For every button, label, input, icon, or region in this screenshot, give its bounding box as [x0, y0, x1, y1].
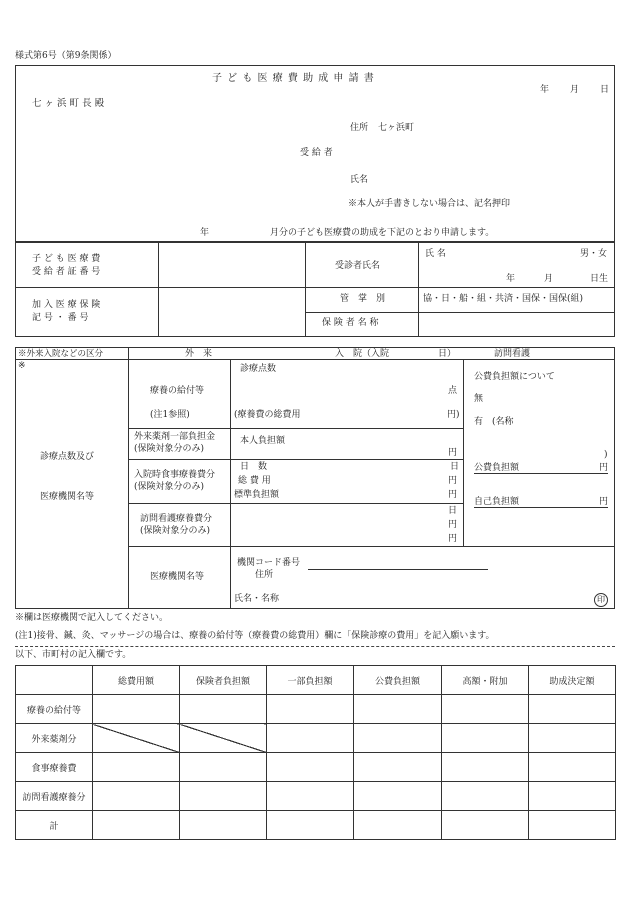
- rule: [128, 428, 463, 429]
- table-cell[interactable]: [267, 753, 354, 782]
- medical-mark: ※: [18, 361, 26, 371]
- days-unit: 日: [450, 462, 460, 472]
- date-day: 日: [600, 85, 610, 95]
- date-month: 月: [570, 85, 580, 95]
- name-label: 氏名: [350, 175, 369, 185]
- table-header: 助成決定額: [529, 666, 616, 695]
- table-cell[interactable]: [180, 782, 267, 811]
- table-row: [16, 695, 616, 724]
- table-cell[interactable]: [267, 811, 354, 840]
- table-cell[interactable]: [93, 753, 180, 782]
- category-header: ※外来入院などの区分: [18, 349, 104, 359]
- own-amount-line[interactable]: [474, 498, 608, 508]
- days-label: 日 数: [240, 462, 268, 472]
- table-cell[interactable]: [529, 811, 616, 840]
- form-title: 子 ど も 医 療 費 助 成 申 請 書: [212, 73, 375, 84]
- row-label: 外来薬剤分: [16, 724, 93, 753]
- table-cell[interactable]: [267, 695, 354, 724]
- public-amount-label: 公費負担額: [474, 463, 520, 473]
- self-pay-label: 本人負担額: [240, 436, 286, 446]
- public-paren: ): [604, 450, 608, 460]
- table-cell[interactable]: [354, 753, 442, 782]
- table-row: [16, 724, 616, 753]
- table-cell[interactable]: [93, 695, 180, 724]
- patient-name-field-label: 氏 名: [425, 249, 446, 259]
- rule: [128, 503, 463, 504]
- rule: [158, 242, 159, 337]
- visiting-nursing[interactable]: 訪問看護: [494, 349, 531, 359]
- inpatient[interactable]: 入 院（入院: [335, 349, 390, 359]
- visit-label-2: (保険対象分のみ): [140, 526, 211, 536]
- inst-address-label: 住所: [255, 570, 274, 580]
- note-line-1: ※欄は医療機関で記入してください。: [15, 613, 169, 623]
- table-cell[interactable]: [442, 724, 529, 753]
- drug-label-2: (保険対象分のみ): [134, 444, 205, 454]
- visit-days-unit: 日: [448, 506, 458, 516]
- form-number: 様式第6号（第9条関係）: [15, 51, 117, 61]
- drug-label: 外来薬剤一部負担金: [134, 432, 216, 442]
- table-cell[interactable]: [529, 753, 616, 782]
- own-amount-yen: 円: [598, 497, 608, 507]
- table-cell[interactable]: [354, 782, 442, 811]
- sex-options[interactable]: 男・女: [580, 249, 608, 259]
- table-cell-crossed: [93, 724, 180, 753]
- medical-left-label: 診療点数及び: [40, 452, 95, 462]
- insurance-label: 加 入 医 療 保 険: [32, 300, 101, 310]
- standard-yen: 円: [448, 490, 458, 500]
- note-line-2: (注1)接骨、鍼、灸、マッサージの場合は、療養の給付等（療養費の総費用）欄に「保険診療の費用」を記入願います。: [15, 631, 495, 641]
- table-cell[interactable]: [442, 695, 529, 724]
- rule: [418, 242, 419, 337]
- table-cell[interactable]: [93, 811, 180, 840]
- cert-label: 子 ど も 医 療 費: [32, 254, 101, 264]
- date-year: 年: [540, 85, 550, 95]
- cut-line: [15, 646, 615, 647]
- points-unit: 点: [448, 386, 458, 396]
- table-cell[interactable]: [442, 782, 529, 811]
- meal-label: 入院時食事療養費分: [134, 470, 216, 480]
- outpatient[interactable]: 外 来: [185, 349, 213, 359]
- public-amount-line[interactable]: [474, 464, 608, 474]
- inpatient-day: 日）: [438, 349, 457, 359]
- calculation-table: [15, 665, 616, 840]
- standard-label: 標準負担額: [234, 490, 280, 500]
- row-label: 計: [16, 811, 93, 840]
- birth-day: 日生: [590, 274, 609, 284]
- table-cell[interactable]: [354, 695, 442, 724]
- rule: [305, 312, 615, 313]
- table-cell[interactable]: [442, 753, 529, 782]
- table-header-row: [16, 666, 616, 695]
- inst-code-line[interactable]: [308, 569, 488, 570]
- inst-name-label: 氏名・名称: [234, 594, 280, 604]
- total-cost-unit: 円): [447, 410, 460, 420]
- institution-label: 医療機関名等: [150, 572, 205, 582]
- meal-label-2: (保険対象分のみ): [134, 482, 205, 492]
- visit-yen: 円: [448, 520, 458, 530]
- cert-label-2: 受 給 者 証 番 号: [32, 267, 101, 277]
- insurance-label-2: 記 号 ・ 番 号: [32, 313, 89, 323]
- drug-yen: 円: [448, 448, 458, 458]
- request-text: 月分の子ども医療費の助成を下記のとおり申請します。: [270, 228, 495, 238]
- rule: [305, 242, 306, 337]
- seal-mark: 印: [594, 593, 608, 607]
- public-none[interactable]: 無: [474, 394, 484, 404]
- table-cell-crossed: [180, 724, 267, 753]
- table-cell[interactable]: [529, 724, 616, 753]
- table-cell[interactable]: [354, 724, 442, 753]
- table-header: 高額・附加: [442, 666, 529, 695]
- table-header: 一部負担額: [267, 666, 354, 695]
- table-cell[interactable]: [529, 695, 616, 724]
- public-about: 公費負担額について: [474, 372, 555, 382]
- medical-left-label-2: 医療機関名等: [40, 492, 95, 502]
- insurer-label: 保 険 者 名 称: [322, 318, 379, 328]
- table-cell[interactable]: [180, 695, 267, 724]
- note-ref: (注1参照): [150, 410, 190, 420]
- table-row: [16, 782, 616, 811]
- row-label: 療養の給付等: [16, 695, 93, 724]
- public-yes[interactable]: 有 (名称: [474, 417, 514, 427]
- public-amount-yen: 円: [598, 463, 608, 473]
- recipient-label: 受 給 者: [300, 148, 333, 158]
- visit-yen-2: 円: [448, 534, 458, 544]
- birth-month: 月: [544, 274, 554, 284]
- table-cell[interactable]: [529, 782, 616, 811]
- table-header: 保険者負担額: [180, 666, 267, 695]
- info-grid: [15, 242, 615, 337]
- table-cell[interactable]: [93, 782, 180, 811]
- row-label: 食事療養費: [16, 753, 93, 782]
- address-value[interactable]: 七ヶ浜町: [378, 123, 415, 133]
- table-cell[interactable]: [267, 724, 354, 753]
- total-cost-label: (療養費の総費用: [234, 410, 301, 420]
- rule: [128, 347, 129, 609]
- meal-total-label: 総 費 用: [238, 476, 271, 486]
- benefit-label: 療養の給付等: [150, 386, 205, 396]
- table-cell[interactable]: [267, 782, 354, 811]
- rule: [128, 459, 463, 460]
- visit-label: 訪問看護療養費分: [140, 514, 213, 524]
- rule: [128, 546, 615, 547]
- signature-note: ※本人が手書きしない場合は、記名押印: [348, 199, 511, 209]
- table-cell[interactable]: [180, 811, 267, 840]
- table-header: 公費負担額: [354, 666, 442, 695]
- rule: [15, 287, 615, 288]
- table-row: [16, 811, 616, 840]
- jurisdiction-options[interactable]: 協・日・船・組・共済・国保・国保(組): [423, 294, 584, 304]
- rule: [230, 359, 231, 609]
- rule: [463, 359, 464, 546]
- request-year: 年: [200, 228, 210, 238]
- meal-total-yen: 円: [448, 476, 458, 486]
- addressee: 七 ヶ 浜 町 長 殿: [32, 98, 105, 109]
- address-label: 住所: [350, 123, 369, 133]
- patient-name-label: 受診者氏名: [335, 261, 381, 271]
- table-corner: [16, 666, 93, 695]
- table-row: [16, 753, 616, 782]
- row-label: 訪問看護療養分: [16, 782, 93, 811]
- rule: [15, 359, 615, 360]
- table-header: 総費用額: [93, 666, 180, 695]
- inst-code-label: 機関コード番号: [237, 558, 301, 568]
- jurisdiction-label: 管 掌 別: [340, 294, 386, 304]
- table-cell[interactable]: [354, 811, 442, 840]
- points-label: 診療点数: [240, 364, 277, 374]
- own-amount-label: 自己負担額: [474, 497, 520, 507]
- birth-year: 年: [506, 274, 516, 284]
- table-cell[interactable]: [180, 753, 267, 782]
- table-cell[interactable]: [442, 811, 529, 840]
- note-line-3: 以下、市町村の記入欄です。: [15, 650, 132, 660]
